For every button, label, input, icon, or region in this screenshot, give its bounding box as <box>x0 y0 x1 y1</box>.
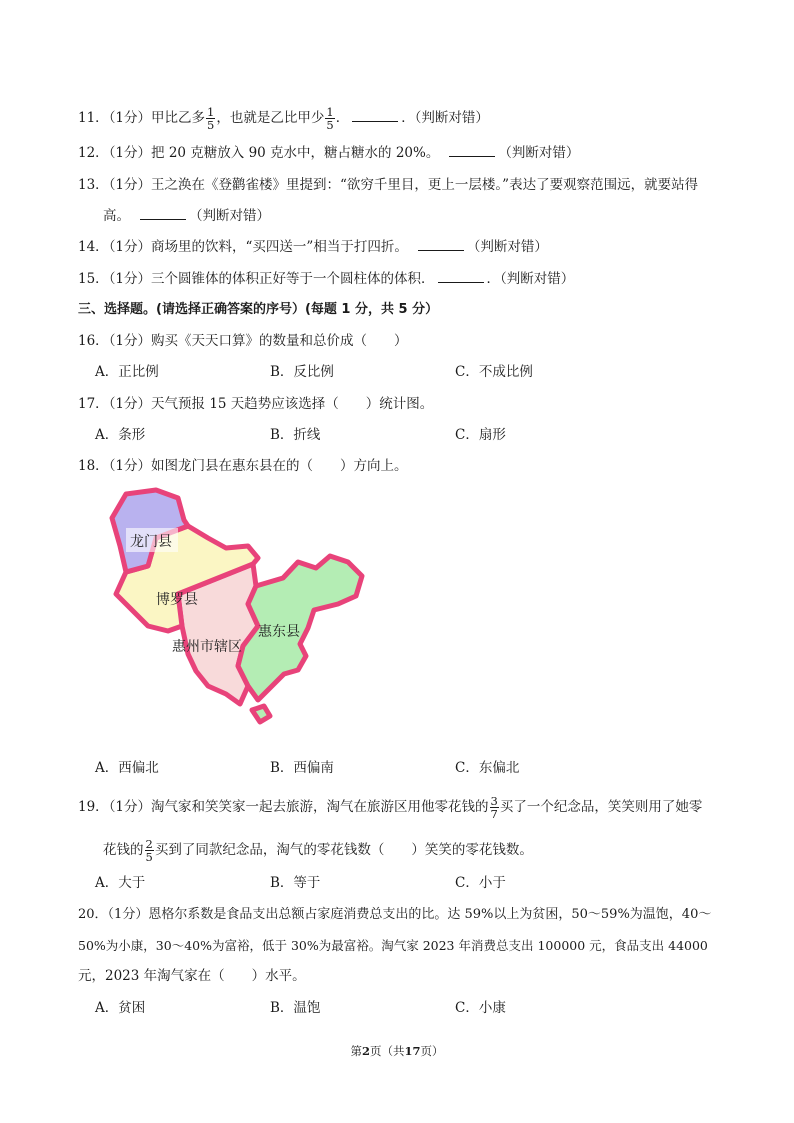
option-b[interactable]: B．西偏南 <box>270 760 334 776</box>
question-18: 18．（1分）如图龙门县在惠东县在的（ ）方向上。 <box>78 458 408 474</box>
question-20-cont: 50%为小康，30～40%为富裕，低于 30%为最富裕。淘气家 2023 年消费总支出 100000 元，食品支出 44000 <box>78 938 708 953</box>
map-label-longmen: 龙门县 <box>130 534 172 550</box>
fraction: $\frac{3}{7}$ <box>490 794 498 821</box>
county-map <box>108 486 370 748</box>
map-label-huizhou: 惠州市辖区 <box>172 639 242 655</box>
question-14: 14．（1分）商场里的饮料，“买四送一”相当于打四折。 （判断对错） <box>78 236 548 257</box>
map-label-boluo: 博罗县 <box>156 592 198 608</box>
question-20: 20．（1分）恩格尔系数是食品支出总额占家庭消费总支出的比。达 59%以上为贫困，50～59%为温饱，40～ <box>78 907 712 922</box>
answer-blank[interactable] <box>438 268 484 283</box>
answer-blank[interactable] <box>352 107 398 122</box>
question-19-cont: 花钱的 $\frac{2}{5}$ 买到了同款纪念品，淘气的零花钱数（ ）笑笑的零花钱数。 <box>103 837 533 864</box>
question-15: 15．（1分）三个圆锥体的体积正好等于一个圆柱体的体积． ．（判断对错） <box>78 268 574 289</box>
option-c[interactable]: C．不成比例 <box>455 364 533 380</box>
option-b[interactable]: B．折线 <box>270 427 321 443</box>
island <box>252 706 270 722</box>
option-c[interactable]: C．小于 <box>455 875 506 891</box>
option-b[interactable]: B．等于 <box>270 875 321 891</box>
page-footer: 第2页（共17页） <box>350 1044 444 1058</box>
section-heading: 三、选择题。(请选择正确答案的序号）(每题 1 分，共 5 分） <box>78 302 439 317</box>
question-13-cont: 高。 （判断对错） <box>103 205 270 226</box>
answer-blank[interactable] <box>140 205 186 220</box>
option-a[interactable]: A．贫困 <box>95 1000 146 1016</box>
option-b[interactable]: B．反比例 <box>270 364 334 380</box>
fraction: $\frac{2}{5}$ <box>145 837 153 864</box>
answer-blank[interactable] <box>449 142 495 157</box>
question-16: 16．（1分）购买《天天口算》的数量和总价成（ ） <box>78 333 408 349</box>
answer-blank[interactable] <box>418 236 464 251</box>
question-19: 19．（1分）淘气家和笑笑家一起去旅游，淘气在旅游区用他零花钱的 $\frac{3}{7}$ 买了一个纪念品，笑笑则用了她零 <box>78 794 703 821</box>
option-c[interactable]: C．小康 <box>455 1000 506 1016</box>
fraction: $\frac{1}{5}$ <box>207 105 215 132</box>
map-regions <box>112 490 362 722</box>
option-c[interactable]: C．扇形 <box>455 427 506 443</box>
option-b[interactable]: B．温饱 <box>270 1000 321 1016</box>
question-20-cont2: 元，2023 年淘气家在（ ）水平。 <box>78 968 306 984</box>
question-11: 11．（1分）甲比乙多 $\frac{1}{5}$ ，也就是乙比甲少 $\frac{1}{5}$ ． ．（判断对错） <box>78 105 489 132</box>
question-17: 17．（1分）天气预报 15 天趋势应该选择（ ）统计图。 <box>78 396 434 412</box>
fraction: $\frac{1}{5}$ <box>326 105 334 132</box>
option-a[interactable]: A．条形 <box>95 427 146 443</box>
option-a[interactable]: A．大于 <box>95 875 146 891</box>
option-c[interactable]: C．东偏北 <box>455 760 520 776</box>
option-a[interactable]: A．正比例 <box>95 364 159 380</box>
question-12: 12．（1分）把 20 克糖放入 90 克水中，糖占糖水的 20%。 （判断对错） <box>78 142 579 163</box>
question-13: 13．（1分）王之涣在《登鹳雀楼》里提到：“欲穷千里目，更上一层楼。”表达了要观察范围远，就要站得 <box>78 177 699 193</box>
map-label-huidong: 惠东县 <box>258 624 300 640</box>
option-a[interactable]: A．西偏北 <box>95 760 159 776</box>
